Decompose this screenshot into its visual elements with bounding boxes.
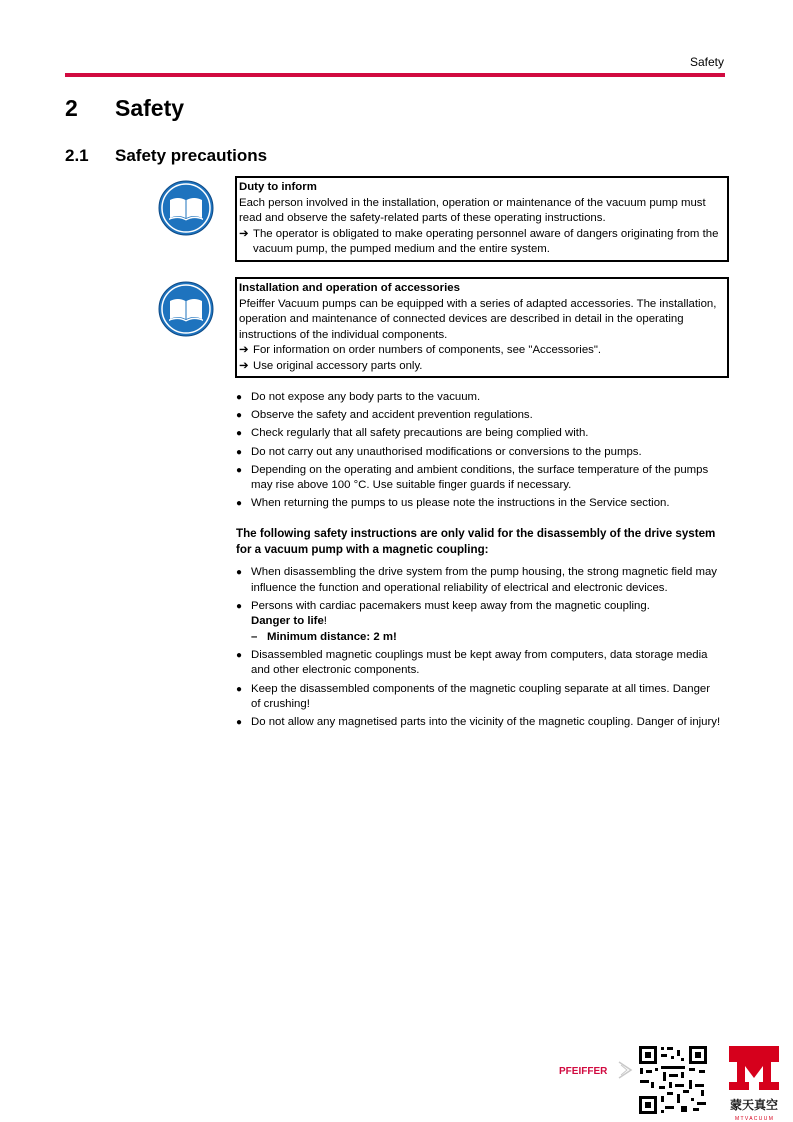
list-item: ● When disassembling the drive system from the pump housing, the strong magnetic field may influence the function and operational reliability of electrical and electronic devices. [236, 566, 717, 594]
notice-instruction [239, 227, 725, 258]
list-item: ● Do not carry out any unauthorised modifications or conversions to the pumps. [236, 445, 642, 458]
qr-code-icon[interactable] [637, 1044, 709, 1116]
arrow-right-icon: ➔ [239, 227, 249, 240]
running-header: Safety [689, 55, 724, 69]
footer-logos [555, 1040, 793, 1122]
notice-instruction [239, 343, 725, 359]
svg-text:PFEIFFER: PFEIFFER [559, 1066, 608, 1077]
svg-text:M T V A C U U M: M T V A C U U M [735, 1116, 773, 1122]
notice-instruction [239, 359, 725, 375]
arrow-right-icon: ➔ [239, 359, 249, 372]
list-item: ● Do not allow any magnetised parts into the vicinity of the magnetic coupling. Danger of injury! [236, 716, 721, 729]
svg-text:蒙天真空: 蒙天真空 [729, 1098, 779, 1112]
section-number: 2.1 [65, 146, 89, 165]
chapter-number: 2 [65, 95, 78, 121]
list-item: ● Depending on the operating and ambient conditions, the surface temperature of the pumps may rise above 100 °C. Use suitable finger guards if necessary. [236, 463, 709, 492]
list-item: ● When returning the pumps to us please note the instructions in the Service section. [236, 497, 670, 510]
header-rule [65, 73, 725, 77]
list-item: ● Disassembled magnetic couplings must be kept away from computers, data storage media and other electronic components. [236, 648, 708, 677]
magnetic-coupling-list [236, 565, 722, 733]
notice-accessories [235, 277, 729, 378]
mt-vacuum-logo [715, 1042, 793, 1122]
notice-body: Pfeiffer Vacuum pumps can be equipped with a series of adapted accessories. The installation, operation and maintenance of connected devices are described in detail in the operating instructions of the individual components. [239, 297, 717, 341]
list-item: ● Do not expose any body parts to the vacuum. [236, 391, 481, 403]
section-title: Safety precautions [115, 146, 268, 165]
notice-title: Duty to inform [239, 181, 317, 193]
notice-title: Installation and operation of accessories [239, 282, 460, 294]
chapter-title: Safety [115, 95, 185, 121]
list-item: ● Keep the disassembled components of the magnetic coupling separate at all times. Danger of crushing! [236, 682, 711, 711]
notice-instruction-text: The operator is obligated to make operating personnel aware of dangers originating from the vacuum pump, the pumped medium and the entire system. [253, 227, 719, 255]
arrow-right-icon: ➔ [239, 344, 249, 356]
book-icon [158, 281, 214, 337]
notice-duty-to-inform [235, 176, 729, 262]
list-item: ● Persons with cardiac pacemakers must keep away from the magnetic coupling. Danger to life! – Minimum distance: 2 m! [236, 599, 722, 646]
notice-instruction-text: For information on order numbers of components, see "Accessories". [253, 344, 602, 356]
list-item: ● Observe the safety and accident prevention regulations. [236, 409, 533, 422]
magnetic-coupling-intro: The following safety instructions are only valid for the disassembly of the drive system for a vacuum pump with a magnetic coupling: [236, 527, 716, 556]
notice-body: Each person involved in the installation, operation or maintenance of the vacuum pump must read and observe the safety-related parts of these operating instructions. [239, 196, 706, 224]
list-item: ● Check regularly that all safety precautions are being complied with. [236, 427, 589, 440]
book-icon [158, 180, 214, 236]
notice-instruction-text: Use original accessory parts only. [253, 359, 423, 372]
general-precautions-list [236, 390, 722, 515]
minimum-distance: – Minimum distance: 2 m! [251, 630, 397, 643]
danger-label: Danger to life [251, 615, 324, 628]
pfeiffer-logo [555, 1058, 637, 1082]
